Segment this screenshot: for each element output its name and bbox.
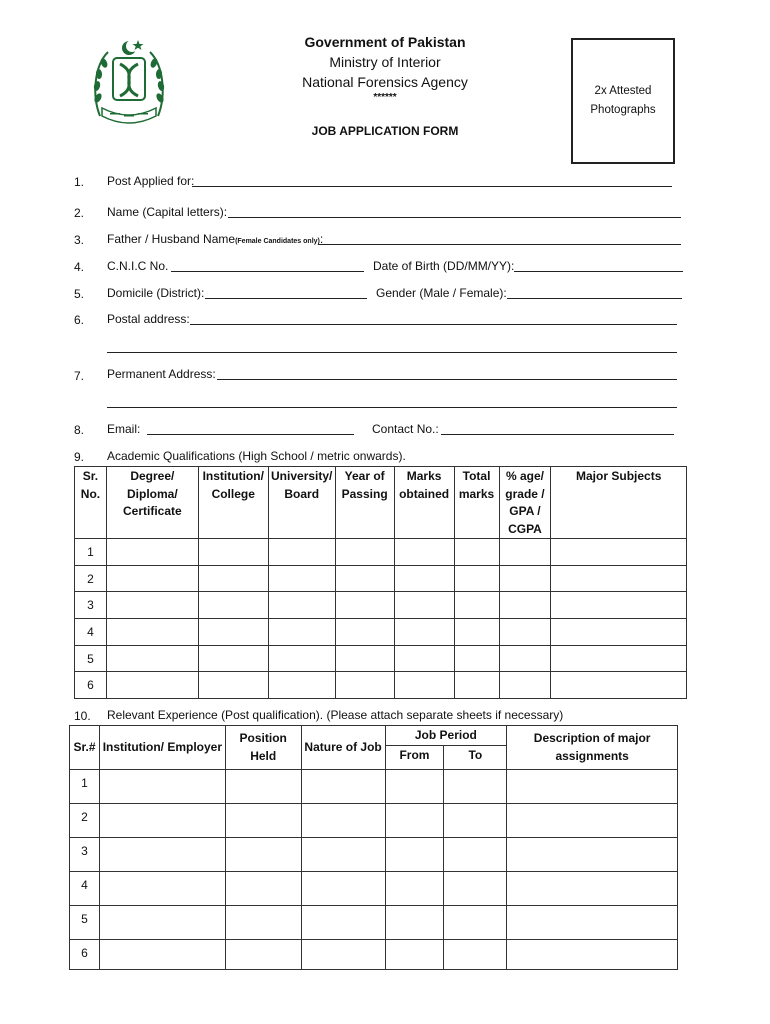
- post-applied-label: Post Applied for:: [107, 174, 195, 188]
- table-cell[interactable]: [454, 592, 499, 619]
- row-number: 6: [70, 939, 100, 969]
- table-cell[interactable]: [198, 619, 268, 646]
- field-number: 8.: [74, 423, 85, 437]
- table-row: [70, 837, 678, 871]
- table-row: [70, 803, 678, 837]
- col-header-institution: Institution/ College: [198, 467, 268, 539]
- table-row: [75, 619, 687, 646]
- father-husband-label-text: Father / Husband Name: [107, 232, 236, 246]
- field-number: 4.: [74, 260, 85, 274]
- row-number: 1: [70, 769, 100, 803]
- table-cell[interactable]: [551, 592, 687, 619]
- postal-address-field[interactable]: [190, 324, 677, 325]
- academic-qualifications-table: [74, 466, 687, 699]
- table-cell[interactable]: [225, 905, 301, 939]
- government-emblem-icon: [90, 36, 168, 128]
- photo-box-line1: 2x Attested: [594, 85, 652, 97]
- col-header-job-period: Job Period: [385, 726, 507, 746]
- table-cell[interactable]: [551, 619, 687, 646]
- row-number: 6: [75, 672, 107, 699]
- col-header-employer: Institution/ Employer: [99, 726, 225, 770]
- table-cell[interactable]: [99, 905, 225, 939]
- table-cell[interactable]: [499, 672, 551, 699]
- table-cell[interactable]: [268, 566, 335, 592]
- table-cell[interactable]: [335, 646, 394, 672]
- father-husband-field[interactable]: [318, 244, 681, 245]
- table-cell[interactable]: [507, 769, 678, 803]
- academic-qualifications-label: Academic Qualifications (High School / metric onwards).: [107, 449, 406, 463]
- cnic-label: C.N.I.C No.: [107, 259, 169, 273]
- dob-field[interactable]: [514, 271, 683, 272]
- row-number: 2: [75, 566, 107, 592]
- table-cell[interactable]: [444, 837, 507, 871]
- postal-address-label: Postal address:: [107, 312, 190, 326]
- email-label: Email:: [107, 422, 141, 436]
- table-cell[interactable]: [385, 939, 444, 969]
- table-cell[interactable]: [551, 672, 687, 699]
- table-cell[interactable]: [99, 837, 225, 871]
- table-cell[interactable]: [301, 939, 385, 969]
- header-stars: ******: [373, 92, 397, 103]
- table-cell[interactable]: [385, 803, 444, 837]
- table-row: [75, 592, 687, 619]
- table-cell[interactable]: [301, 905, 385, 939]
- row-number: 1: [75, 539, 107, 566]
- table-cell[interactable]: [394, 672, 454, 699]
- postal-address-field-line2[interactable]: [107, 352, 677, 353]
- table-cell[interactable]: [335, 672, 394, 699]
- col-header-university: University/ Board: [268, 467, 335, 539]
- row-number: 4: [75, 619, 107, 646]
- table-cell[interactable]: [301, 803, 385, 837]
- table-cell[interactable]: [301, 837, 385, 871]
- contact-field[interactable]: [441, 434, 674, 435]
- table-cell[interactable]: [444, 905, 507, 939]
- table-cell[interactable]: [507, 939, 678, 969]
- row-number: 3: [75, 592, 107, 619]
- table-row: [70, 939, 678, 969]
- col-header-sr: Sr.#: [70, 726, 100, 770]
- header-agency: National Forensics Agency: [302, 74, 468, 90]
- table-cell[interactable]: [106, 539, 198, 566]
- table-cell[interactable]: [551, 646, 687, 672]
- col-header-major-subjects: Major Subjects: [551, 467, 687, 539]
- table-cell[interactable]: [444, 939, 507, 969]
- female-only-note: (Female Candidates only): [235, 238, 320, 245]
- domicile-label: Domicile (District):: [107, 286, 205, 300]
- table-cell[interactable]: [335, 619, 394, 646]
- table-cell[interactable]: [198, 592, 268, 619]
- table-row: [75, 672, 687, 699]
- header-ministry: Ministry of Interior: [329, 54, 441, 70]
- table-cell[interactable]: [444, 769, 507, 803]
- row-number: 5: [70, 905, 100, 939]
- table-cell[interactable]: [225, 871, 301, 905]
- table-cell[interactable]: [444, 871, 507, 905]
- field-number: 3.: [74, 233, 85, 247]
- table-cell[interactable]: [198, 646, 268, 672]
- table-row: [70, 769, 678, 803]
- gender-field[interactable]: [507, 298, 682, 299]
- table-cell[interactable]: [301, 769, 385, 803]
- table-cell[interactable]: [551, 539, 687, 566]
- table-cell[interactable]: [99, 769, 225, 803]
- table-cell[interactable]: [499, 592, 551, 619]
- field-number: 9.: [74, 450, 85, 464]
- table-row: [70, 905, 678, 939]
- field-number: 6.: [74, 313, 85, 327]
- table-cell[interactable]: [499, 539, 551, 566]
- table-cell[interactable]: [454, 539, 499, 566]
- table-cell[interactable]: [444, 803, 507, 837]
- table-cell[interactable]: [394, 619, 454, 646]
- field-number: 1.: [74, 175, 85, 189]
- name-field[interactable]: [228, 217, 681, 218]
- table-cell[interactable]: [394, 539, 454, 566]
- table-cell[interactable]: [268, 619, 335, 646]
- field-number: 5.: [74, 287, 85, 301]
- table-cell[interactable]: [106, 619, 198, 646]
- name-label: Name (Capital letters):: [107, 205, 228, 219]
- field-number: 10.: [74, 709, 91, 723]
- table-cell[interactable]: [268, 646, 335, 672]
- col-header-to: To: [444, 745, 507, 769]
- gender-label: Gender (Male / Female):: [376, 286, 507, 300]
- table-cell[interactable]: [268, 672, 335, 699]
- table-cell[interactable]: [499, 646, 551, 672]
- table-cell[interactable]: [301, 871, 385, 905]
- table-cell[interactable]: [268, 539, 335, 566]
- father-husband-colon: :: [319, 232, 324, 246]
- table-cell[interactable]: [507, 837, 678, 871]
- table-row: [75, 646, 687, 672]
- contact-label: Contact No.:: [372, 422, 439, 436]
- table-cell[interactable]: [507, 803, 678, 837]
- field-number: 2.: [74, 206, 85, 220]
- col-header-sr-no: Sr. No.: [75, 467, 107, 539]
- header-government: Government of Pakistan: [304, 34, 466, 50]
- relevant-experience-table: [69, 725, 678, 970]
- table-cell[interactable]: [499, 566, 551, 592]
- table-cell[interactable]: [454, 566, 499, 592]
- table-cell[interactable]: [335, 592, 394, 619]
- form-title: JOB APPLICATION FORM: [311, 124, 459, 138]
- row-number: 4: [70, 871, 100, 905]
- table-cell[interactable]: [551, 566, 687, 592]
- col-header-position: Position Held: [225, 726, 301, 770]
- col-header-nature: Nature of Job: [301, 726, 385, 770]
- table-cell[interactable]: [385, 837, 444, 871]
- table-cell[interactable]: [454, 619, 499, 646]
- post-applied-field[interactable]: [192, 186, 672, 187]
- table-cell[interactable]: [499, 619, 551, 646]
- dob-label: Date of Birth (DD/MM/YY):: [373, 259, 515, 273]
- table-cell[interactable]: [454, 646, 499, 672]
- table-cell[interactable]: [385, 871, 444, 905]
- col-header-from: From: [385, 745, 444, 769]
- col-header-year: Year of Passing: [335, 467, 394, 539]
- photo-box-line2: Photographs: [590, 104, 656, 116]
- table-cell[interactable]: [106, 592, 198, 619]
- cnic-field[interactable]: [171, 271, 364, 272]
- table-cell[interactable]: [225, 837, 301, 871]
- table-cell[interactable]: [225, 939, 301, 969]
- field-number: 7.: [74, 369, 85, 383]
- table-cell[interactable]: [394, 646, 454, 672]
- table-cell[interactable]: [394, 566, 454, 592]
- table-row: [75, 539, 687, 566]
- table-cell[interactable]: [106, 566, 198, 592]
- table-cell[interactable]: [99, 871, 225, 905]
- email-field[interactable]: [147, 434, 354, 435]
- table-cell[interactable]: [99, 939, 225, 969]
- table-cell[interactable]: [394, 592, 454, 619]
- photo-box: [571, 38, 675, 164]
- table-cell[interactable]: [454, 672, 499, 699]
- table-row: [70, 871, 678, 905]
- table-cell[interactable]: [198, 566, 268, 592]
- table-cell[interactable]: [268, 592, 335, 619]
- table-cell[interactable]: [507, 905, 678, 939]
- table-cell[interactable]: [507, 871, 678, 905]
- permanent-address-field[interactable]: [217, 379, 677, 380]
- col-header-marks: Marks obtained: [394, 467, 454, 539]
- row-number: 3: [70, 837, 100, 871]
- relevant-experience-label: Relevant Experience (Post qualification). (Please attach separate sheets if necessary): [107, 708, 564, 722]
- table-row: [75, 566, 687, 592]
- permanent-address-field-line2[interactable]: [107, 407, 677, 408]
- table-cell[interactable]: [385, 769, 444, 803]
- table-cell[interactable]: [335, 539, 394, 566]
- col-header-percentage: % age/ grade / GPA / CGPA: [499, 467, 551, 539]
- col-header-total: Total marks: [454, 467, 499, 539]
- table-cell[interactable]: [106, 672, 198, 699]
- table-cell[interactable]: [225, 769, 301, 803]
- permanent-address-label: Permanent Address:: [107, 367, 216, 381]
- table-cell[interactable]: [225, 803, 301, 837]
- row-number: 2: [70, 803, 100, 837]
- father-husband-label: [107, 232, 323, 246]
- table-cell[interactable]: [198, 539, 268, 566]
- row-number: 5: [75, 646, 107, 672]
- col-header-degree: Degree/ Diploma/ Certificate: [106, 467, 198, 539]
- domicile-field[interactable]: [205, 298, 367, 299]
- col-header-description: Description of major assignments: [507, 726, 678, 770]
- table-cell[interactable]: [335, 566, 394, 592]
- table-cell[interactable]: [106, 646, 198, 672]
- table-cell[interactable]: [198, 672, 268, 699]
- table-cell[interactable]: [99, 803, 225, 837]
- table-cell[interactable]: [385, 905, 444, 939]
